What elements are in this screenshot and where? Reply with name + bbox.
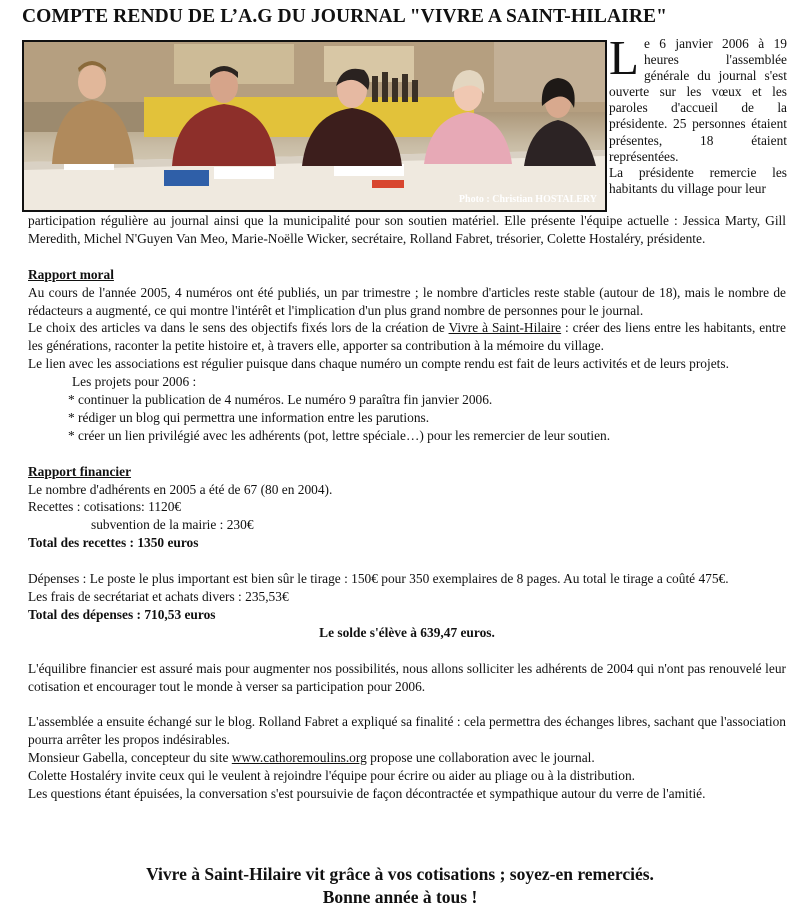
expense-line-1: Dépenses : Le poste le plus important est bien sûr le tirage : 150€ pour 350 exemplaires de 8 pages. Au total le tirage a coûté 475€. <box>28 571 729 587</box>
moral-paragraph-3: Le lien avec les associations est régulier puisque dans chaque numéro un compte rendu est fait de leurs activités et de leurs projets. <box>28 356 729 372</box>
financial-outlook: L'équilibre financier est assuré mais pour augmenter nos possibilités, nous allons solliciter les adhérents de 2004 qui n'ont pas renouvelé leur cotisation et encourager tout le monde à verser sa participation pour 2006. <box>28 660 786 694</box>
article-title: COMPTE RENDU DE L’A.G DU JOURNAL "VIVRE A SAINT-HILAIRE" <box>22 6 668 27</box>
journal-name-link: Vivre à Saint-Hilaire <box>448 320 562 336</box>
blog-paragraph-1: L'assemblée a ensuite échangé sur le blog. Rolland Fabret a expliqué sa finalité : cela permettra des échanges libres, sachant que l'association pourra arrêter les propos indésirables. <box>28 714 786 748</box>
closing-wishes: Bonne année à tous ! <box>322 887 478 907</box>
photo-credit: Photo : Christian HOSTALERY <box>458 194 597 205</box>
intro-paragraph-2: La présidente remercie les habitants du village pour leur <box>609 164 787 196</box>
members-count: Le nombre d'adhérents en 2005 a été de 67 (80 en 2004). <box>28 481 333 497</box>
expense-line-2: Les frais de secrétariat et achats divers : 235,53€ <box>28 588 289 604</box>
meeting-photo-illustration <box>24 42 605 210</box>
section-heading-finance: Rapport financier <box>28 463 132 479</box>
project-item: * rédiger un blog qui permettra une information entre les parutions. <box>68 409 430 425</box>
drop-cap: L <box>609 30 639 85</box>
blog-paragraph-4: Les questions étant épuisées, la conversation s'est poursuivie de façon décontractée et sympathique autour du verre de l'amitié. <box>28 785 706 801</box>
article-body <box>28 212 786 803</box>
blog-paragraph-2: Monsieur Gabella, concepteur du site www.cathoremoulins.org propose une collaboration avec le journal. <box>28 750 595 766</box>
projects-intro: Les projets pour 2006 : <box>72 374 197 390</box>
intro-continued: participation régulière au journal ainsi que la municipalité pour son soutien matériel. Elle présente l'équipe actuelle : Jessica Marty, Gill Meredith, Michel N'Guyen Van Meo, Marie-Noëlle Wicker, secrétaire, Rolland Fabret, trésorier, Colette Hostaléry, présidente. <box>28 213 786 246</box>
meeting-photo <box>22 40 607 212</box>
project-item: * continuer la publication de 4 numéros. Le numéro 9 paraîtra fin janvier 2006. <box>68 392 493 408</box>
blog-paragraph-3: Colette Hostaléry invite ceux qui le veulent à rejoindre l'équipe pour écrire ou aider au pliage ou à la distribution. <box>28 768 636 784</box>
intro-column <box>609 30 787 197</box>
intro-paragraph: e 6 janvier 2006 à 19 heures l'assemblée générale du journal s'est ouverte sur les vœux et les paroles d'accueil de la présidente. 25 personnes étaient présentes, 18 étaient représentées. <box>609 36 787 164</box>
expense-total: Total des dépenses : 710,53 euros <box>28 606 216 622</box>
income-line-2: subvention de la mairie : 230€ <box>91 517 254 533</box>
section-heading-moral: Rapport moral <box>28 266 114 282</box>
income-line-1: Recettes : cotisations: 1120€ <box>28 499 182 515</box>
income-total: Total des recettes : 1350 euros <box>28 535 199 551</box>
project-item: * créer un lien privilégié avec les adhérents (pot, lettre spéciale…) pour les remercier de leur soutien. <box>68 427 611 443</box>
closing-thanks: Vivre à Saint-Hilaire vit grâce à vos cotisations ; soyez-en remerciés. <box>146 864 654 884</box>
balance: Le solde s'élève à 639,47 euros. <box>319 624 495 640</box>
moral-paragraph-1: Au cours de l'année 2005, 4 numéros ont été publiés, un par trimestre ; le nombre d'articles reste stable (autour de 18), mais le nombre de rédacteurs a augmenté, ce qui montre l'intérêt et l'implication d'un plus grand nombre de personnes pour le journal. <box>28 284 786 318</box>
moral-paragraph-2: Le choix des articles va dans le sens des objectifs fixés lors de la création de Vivre à Saint-Hilaire : créer des liens entre les habitants, entre les générations, raconter la petite histoire et, à travers elle, apporter sa contribution à la mémoire du village. <box>28 320 786 354</box>
website-link[interactable]: www.cathoremoulins.org <box>231 750 367 766</box>
